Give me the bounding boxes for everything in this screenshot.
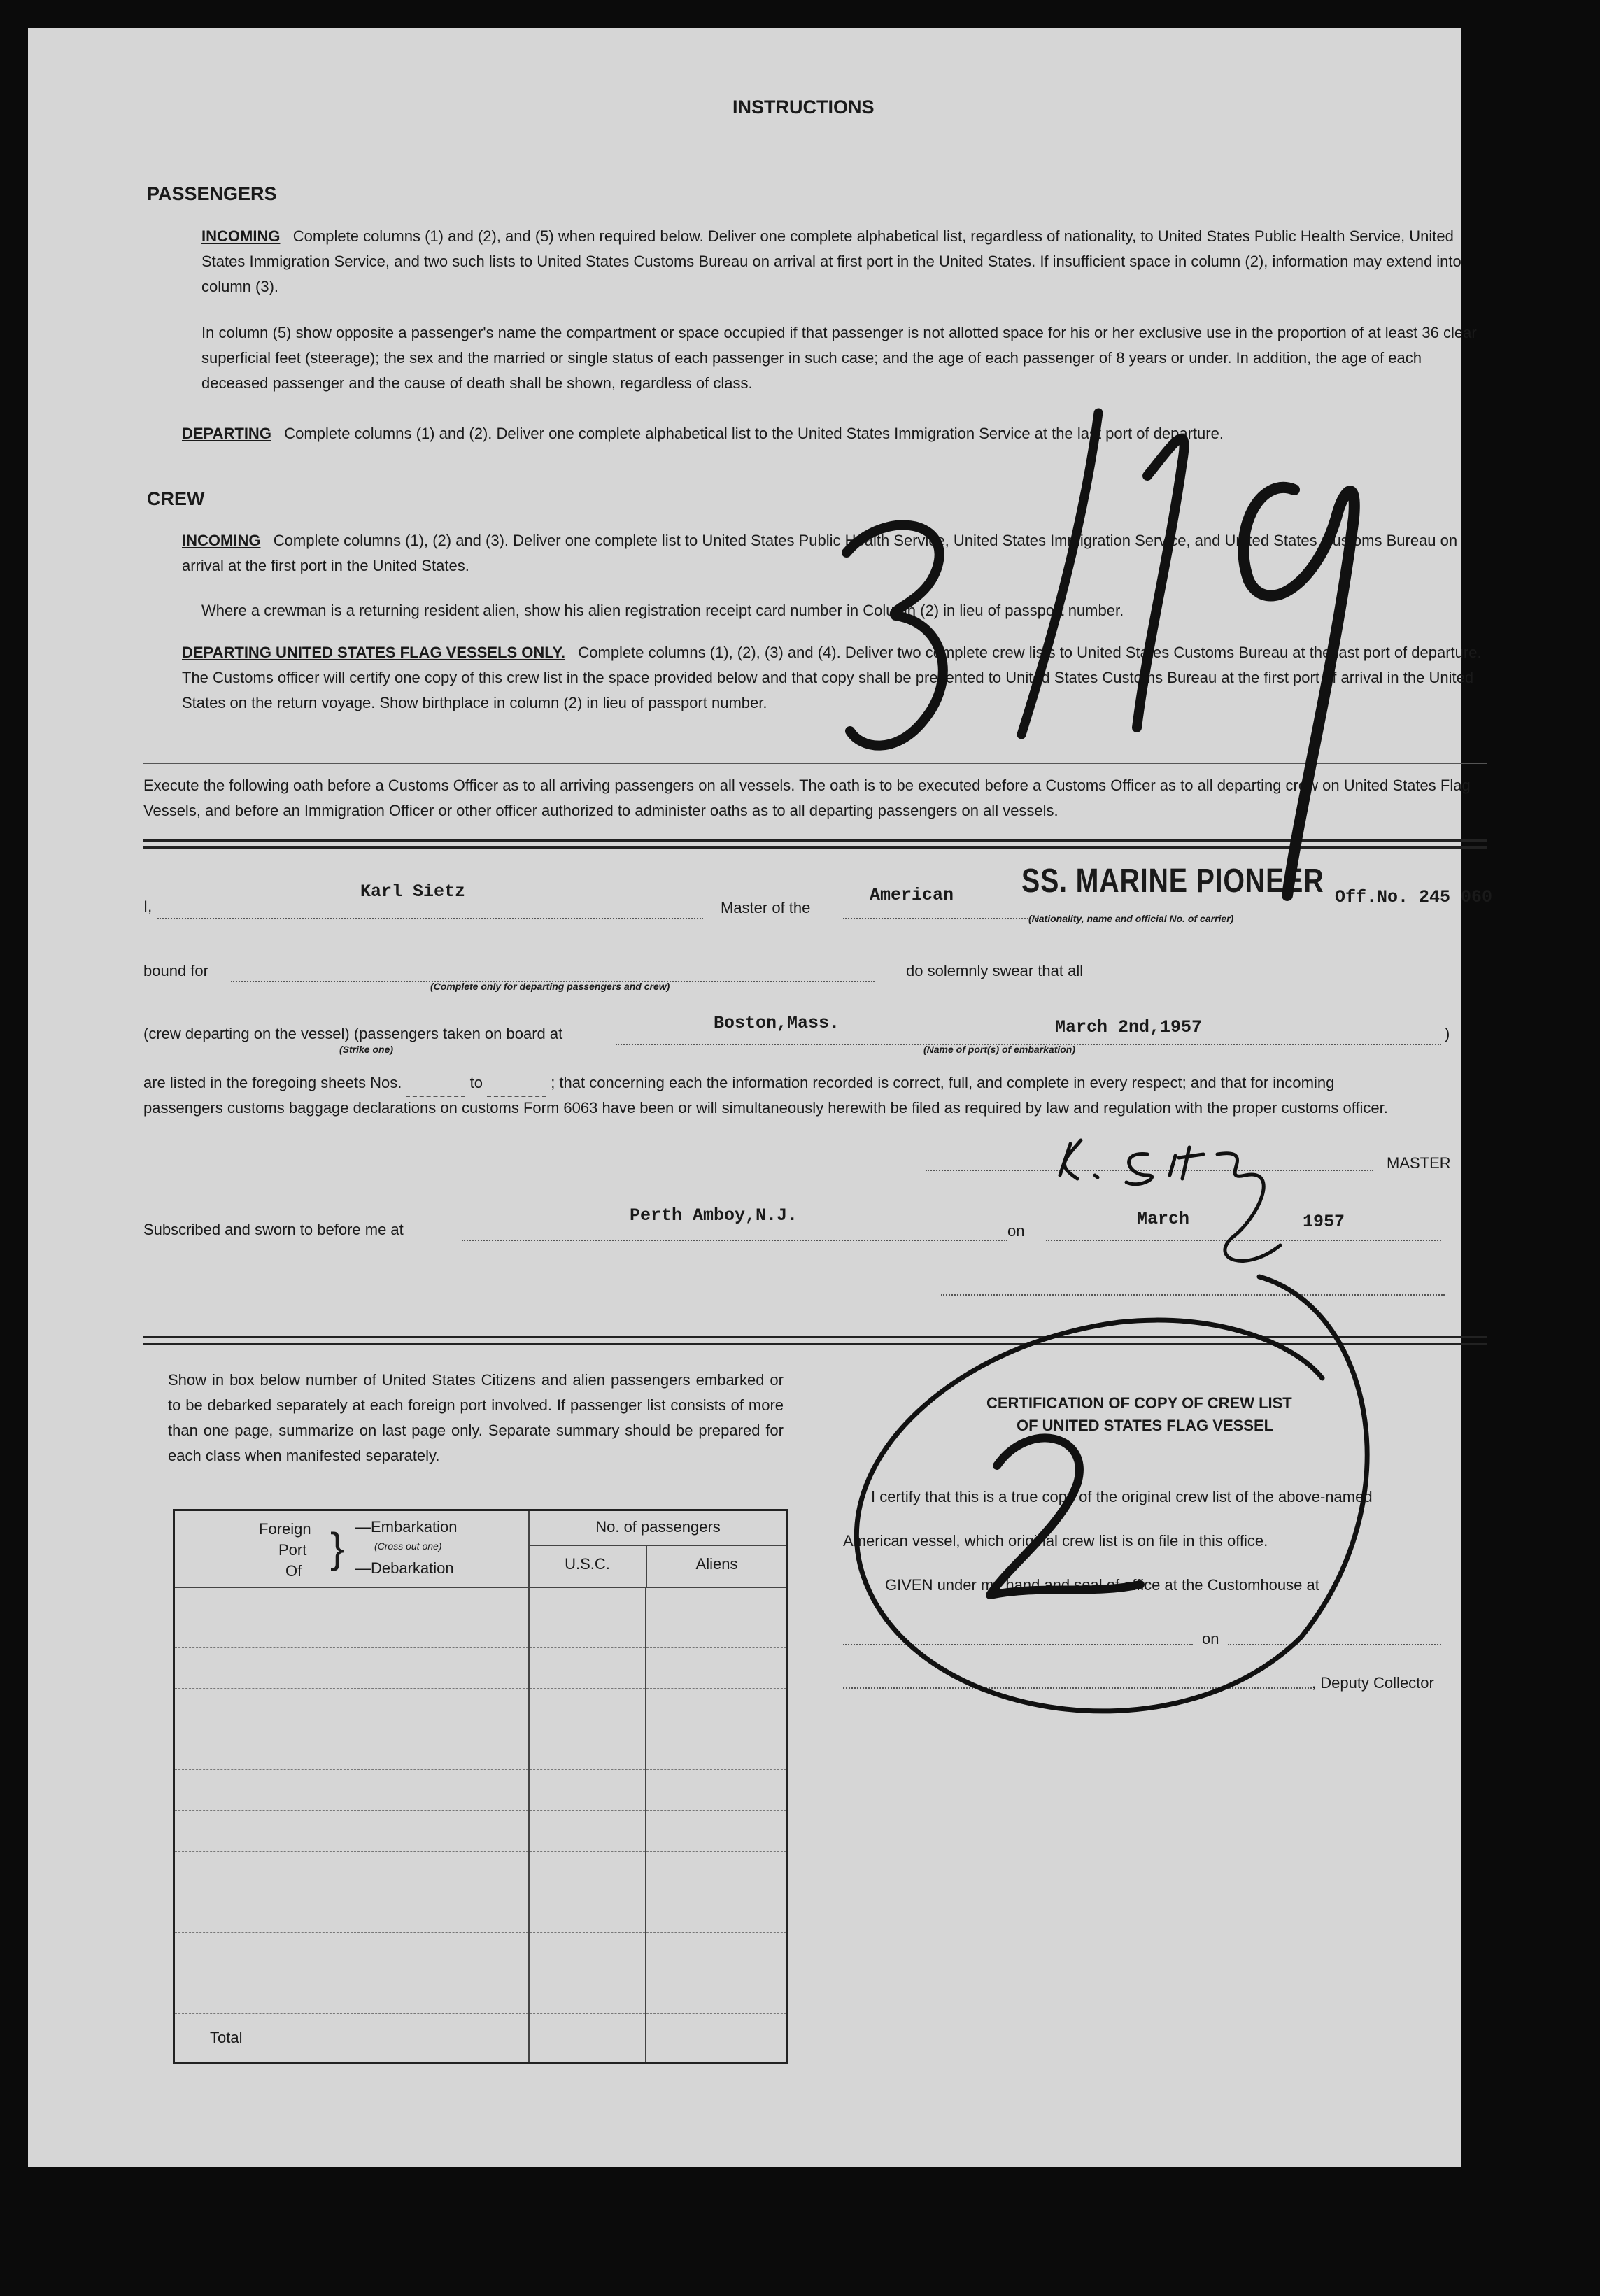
handwriting-overlay	[28, 28, 1461, 2167]
sworn-place-value: Perth Amboy,N.J.	[630, 1205, 798, 1226]
handwritten-9	[1243, 488, 1354, 895]
embarkation-port-value: Boston,Mass.	[714, 1013, 840, 1033]
sworn-on-label: on	[1007, 1222, 1025, 1240]
vessel-name-stamp: SS. MARINE PIONEER	[1021, 863, 1324, 900]
sworn-month-value: March	[1137, 1209, 1190, 1229]
usc-label: U.S.C.	[565, 1555, 610, 1573]
deputy-label: , Deputy Collector	[1312, 1674, 1434, 1692]
handwritten-2	[990, 1438, 1140, 1595]
passengers-incoming-label: INCOMING	[201, 227, 281, 245]
of-label: Of	[285, 1562, 302, 1580]
page-title: INSTRUCTIONS	[732, 97, 875, 118]
passengers-heading: PASSENGERS	[147, 183, 277, 204]
listed-text-a: are listed in the foregoing sheets Nos.	[143, 1074, 402, 1091]
debarkation-label: —Debarkation	[355, 1559, 454, 1577]
circled-2	[856, 1277, 1367, 1711]
no-passengers-label: No. of passengers	[595, 1518, 721, 1536]
cert-on-label: on	[1202, 1630, 1219, 1647]
master-label: MASTER	[1387, 1154, 1451, 1172]
master-signature	[1060, 1140, 1280, 1261]
crew-incoming-text: Complete columns (1), (2) and (3). Deliver one complete list to United States Public Health Service, United States Immigration Service, and United States Customs Bureau on arrival at the first port in the United States.	[182, 532, 1458, 574]
crew-departing-text: Complete columns (1), (2), (3) and (4). Deliver two complete crew lists to United States Customs Bureau at the last port of departure. The Customs officer will certify one copy of this crew list in the space provided below and that copy shall be presented to United States Customs Bureau at the first port of arrival in the United States on the return voyage. Show birthplace in column (2) in lieu of passport number.	[182, 644, 1482, 711]
foreign-label: Foreign	[259, 1520, 311, 1538]
form-sheet	[28, 28, 1493, 2167]
port-label: Port	[278, 1541, 307, 1559]
oath-i: I,	[143, 898, 153, 915]
certification-title-2: OF UNITED STATES FLAG VESSEL	[1017, 1417, 1274, 1434]
total-label: Total	[174, 2014, 530, 2063]
certification-title-1: CERTIFICATION OF COPY OF CREW LIST	[986, 1394, 1292, 1412]
port-note: (Name of port(s) of embarkation)	[923, 1044, 1076, 1055]
embarkation-date-value: March 2nd,1957	[1055, 1017, 1203, 1037]
crew-incoming-label: INCOMING	[182, 532, 261, 549]
passengers-incoming-text: Complete columns (1) and (2), and (5) when required below. Deliver one complete alphabetical list, regardless of nationality, to United States Public Health Service, United States Immigration Service, and two such lists to United States Customs Bureau on arrival at first port in the United States. If insufficient space in column (2), information may extend into column (3).	[201, 227, 1461, 295]
crew-resident-text: Where a crewman is a returning resident alien, show his alien registration receipt card number in Column (2) in lieu of passport number.	[201, 602, 1124, 619]
oath-instruction: Execute the following oath before a Customs Officer as to all arriving passengers on all vessels. The oath is to be executed before a Customs Officer as to all departing crew on United States Flag Vessels, and before an Immigration Officer or other officer authorized to administer oaths as to all departing passengers on all vessels.	[143, 777, 1471, 819]
bound-for-label: bound for	[143, 962, 208, 979]
certify-text-b: American vessel, which original crew list is on file in this office.	[843, 1532, 1268, 1550]
summary-instruction: Show in box below number of United States Citizens and alien passengers embarked or to be debarked separately at each foreign port involved. If passenger list consists of more than one page, summarize on last page only. Separate summary should be prepared for each class when manifested separately.	[168, 1371, 784, 1464]
crew-heading: CREW	[147, 488, 205, 509]
master-of-label: Master of the	[721, 899, 811, 916]
sworn-year-value: 1957	[1303, 1212, 1345, 1232]
passengers-departing-text: Complete columns (1) and (2). Deliver one complete alphabetical list to the United States Immigration Service at the last port of departure.	[284, 425, 1224, 442]
passengers-column5-text: In column (5) show opposite a passenger's name the compartment or space occupied if that passenger is not allotted space for his or her exclusive use in the proportion of at least 36 clear superficial feet (steerage); the sex and the married or single status of each passenger in such case; and the age of each passenger of 8 years or under. In addition, the age of each deceased passenger and the cause of death shall be shown, regardless of class.	[201, 324, 1477, 392]
certify-text-a: I certify that this is a true copy of the original crew list of the above-named	[871, 1488, 1373, 1505]
handwritten-1	[1137, 439, 1184, 728]
cross-out-note: (Cross out one)	[374, 1540, 442, 1552]
nationality-value: American	[870, 885, 954, 905]
strike-one-note: (Strike one)	[339, 1044, 394, 1055]
official-number: Off.No. 245 060	[1335, 887, 1493, 907]
listed-to: to	[469, 1074, 483, 1091]
listed-text-b: ; that concerning each the information recorded is correct, full, and complete in every respect; and that for incoming	[551, 1074, 1335, 1091]
solemnly-swear: do solemnly swear that all	[906, 962, 1084, 979]
master-name-value: Karl Sietz	[360, 881, 466, 902]
crew-departing-label: (crew departing on the vessel) (passengers taken on board at	[143, 1025, 563, 1042]
crew-departing-label: DEPARTING UNITED STATES FLAG VESSELS ONLY.	[182, 644, 566, 661]
handwritten-slash	[1021, 413, 1098, 735]
given-text: GIVEN under my hand and seal of office at the Customhouse at	[885, 1576, 1319, 1594]
subscribed-label: Subscribed and sworn to before me at	[143, 1221, 404, 1238]
embarkation-label: —Embarkation	[355, 1518, 458, 1536]
passengers-departing-label: DEPARTING	[182, 425, 271, 442]
brace-icon: }	[330, 1524, 345, 1571]
carrier-note: (Nationality, name and official No. of carrier)	[1028, 913, 1234, 924]
close-paren: )	[1445, 1025, 1450, 1042]
aliens-label: Aliens	[695, 1555, 738, 1573]
handwritten-3	[847, 525, 943, 746]
bound-for-note: (Complete only for departing passengers and crew)	[430, 981, 670, 992]
baggage-text: passengers customs baggage declarations on customs Form 6063 have been or will simultaneously herewith be filed as required by law and regulation with the proper customs officer.	[143, 1099, 1388, 1117]
